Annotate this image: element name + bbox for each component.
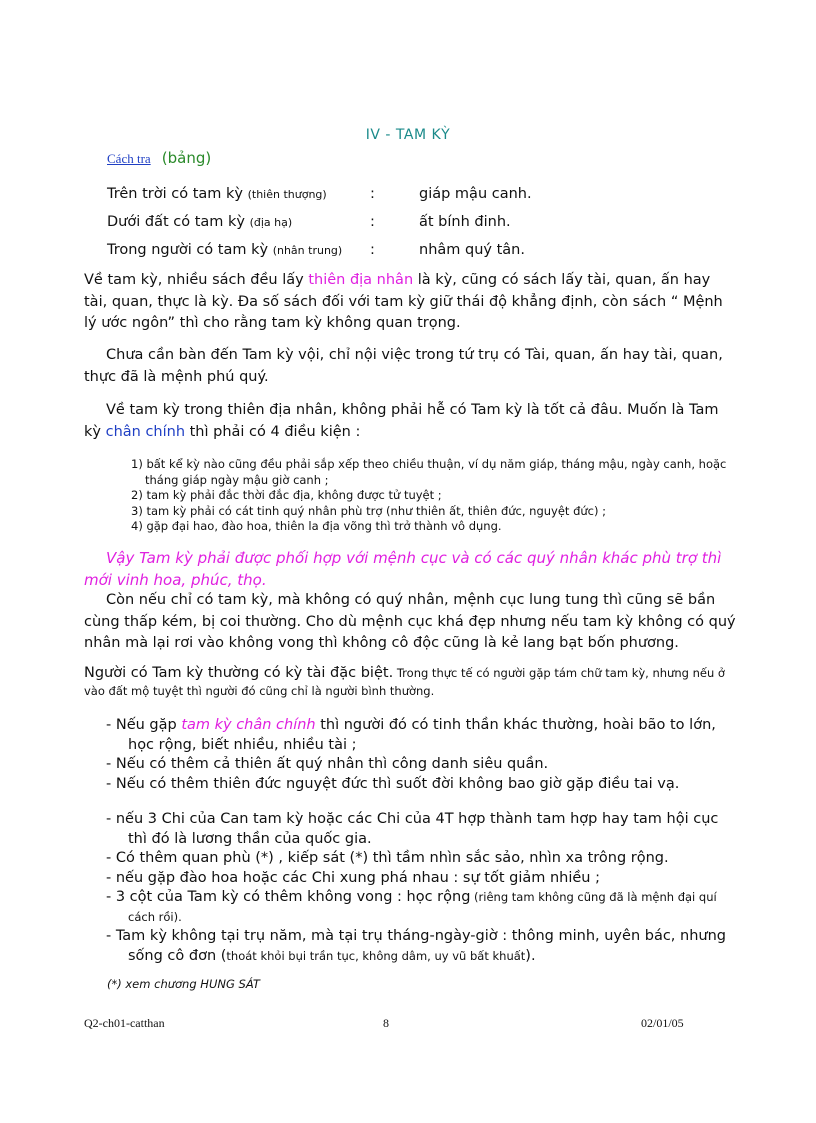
row-main: Trên trời có tam kỳ [107,186,243,202]
list-item: - Có thêm quan phù (*) , kiếp sát (*) thì tầm nhìn sắc sảo, nhìn xa trông rộng. [106,850,669,866]
row-note: (thiên thượng) [247,188,327,201]
row-colon: : [370,214,375,230]
list-item: - Tam kỳ không tại trụ năm, mà tại trụ tháng-ngày-giờ : thông minh, uyên bác, nhưng sống cô đơn (thoát khỏi bụi trần tục, không dâm, uy vũ bất khuất). [106,928,726,964]
lookup-line [107,148,211,167]
paragraph-3: Về tam kỳ trong thiên địa nhân, không phải hễ có Tam kỳ là tốt cả đâu. Muốn là Tam kỳ chân chính thì phải có 4 điều kiện : [84,402,719,440]
page-title: IV - TAM KỲ [365,127,451,143]
footnote: (*) xem chương HUNG SÁT [107,977,260,991]
list-item: - 3 cột của Tam kỳ có thêm không vong : học rộng (riêng tam không cũng đã là mệnh đại quí cách rồi). [106,889,717,924]
footer-date: 02/01/05 [641,1016,684,1030]
row-main: Dưới đất có tam kỳ [107,214,245,230]
row-value: giáp mậu canh. [419,186,532,202]
bullets-group-2 [106,810,738,966]
emphasis-paragraph: Vậy Tam kỳ phải được phối hợp với mệnh cục và có các quý nhân khác phù trợ thì mới vinh hoa, phúc, thọ. Còn nếu chỉ có tam kỳ, mà không có quý nhân, mệnh cục lung tung thì cũng sẽ bần cùng thấp kém, bị coi thường. Cho dù mệnh cục khá đẹp nhưng nếu tam kỳ không có quý nhân mà lại rơi vào không vong thì không cô độc cũng là kẻ lang bạt bốn phương. [84,548,736,655]
conditions-list [131,457,741,535]
footer-filename: Q2-ch01-catthan [84,1016,165,1030]
footer-page-number: 8 [383,1016,389,1030]
list-item: - Nếu có thêm cả thiên ất quý nhân thì công danh siêu quần. [106,756,549,772]
paragraph-2: Chưa cần bàn đến Tam kỳ vội, chỉ nội việc trong tứ trụ có Tài, quan, ấn hay tài, quan, thực đã là mệnh phú quý. [84,347,723,385]
row-note: (địa hạ) [249,216,293,229]
row-colon: : [370,242,375,258]
row-value: nhâm quý tân. [419,242,525,258]
row-earth [107,214,292,230]
list-item: 2) tam kỳ phải đắc thời đắc địa, không được tử tuyệt ; [131,488,442,502]
list-item: - Nếu có thêm thiên đức nguyệt đức thì suốt đời không bao giờ gặp điều tai vạ. [106,775,680,792]
list-item: - Nếu gặp tam kỳ chân chính thì người đó có tinh thần khác thường, hoài bão to lớn, học rộng, biết nhiều, nhiều tài ; [106,717,716,753]
highlight-text: chân chính [105,423,186,440]
list-item: - nếu gặp đào hoa hoặc các Chi xung phá nhau : sự tốt giảm nhiều ; [106,869,600,886]
list-item: - nếu 3 Chi của Can tam kỳ hoặc các Chi của 4T hợp thành tam hợp hay tam hội cục thì đó là lương thần của quốc gia. [106,811,719,847]
row-note: (nhân trung) [272,244,343,257]
highlight-text: tam kỳ chân chính [181,717,316,733]
list-item: 1) bất kể kỳ nào cũng đều phải sắp xếp theo chiều thuận, ví dụ năm giáp, tháng mậu, ngày canh, hoặc tháng giáp ngày mậu giờ canh ; [131,457,727,487]
list-item: 4) gặp đại hao, đào hoa, thiên la địa võng thì trở thành vô dụng. [131,519,502,533]
intro-paragraph: Về tam kỳ, nhiều sách đều lấy thiên địa nhân là kỳ, cũng có sách lấy tài, quan, ấn hay tài, quan, thực là kỳ. Đa số sách đối với tam kỳ giữ thái độ khẳng định, còn sách “ Mệnh lý ước ngôn” thì cho rằng tam kỳ không quan trọng. [84,272,723,331]
paragraph-5: Người có Tam kỳ thường có kỳ tài đặc biệt. Trong thực tế có người gặp tám chữ tam kỳ, nhưng nếu ở vào đất mộ tuyệt thì người đó cũng chỉ là người bình thường. [84,665,725,698]
row-human [107,242,342,258]
list-item: 3) tam kỳ phải có cát tinh quý nhân phù trợ (như thiên ất, thiên đức, nguyệt đức) ; [131,503,607,518]
lookup-link[interactable]: Cách tra [107,151,151,166]
highlight-text: thiên địa nhân [308,272,414,288]
row-main: Trong người có tam kỳ [107,242,269,258]
lookup-label: (bảng) [161,149,212,167]
row-value: ất bính đinh. [419,214,511,230]
bullets-group-1 [106,716,738,794]
row-heaven [107,186,327,202]
row-colon: : [370,186,375,202]
paragraph-4: Còn nếu chỉ có tam kỳ, mà không có quý nhân, mệnh cục lung tung thì cũng sẽ bần cùng thấp kém, bị coi thường. Cho dù mệnh cục khá đẹp nhưng nếu tam kỳ không có quý nhân mà lại rơi vào không vong thì không cô độc cũng là kẻ lang bạt bốn phương. [84,592,736,651]
